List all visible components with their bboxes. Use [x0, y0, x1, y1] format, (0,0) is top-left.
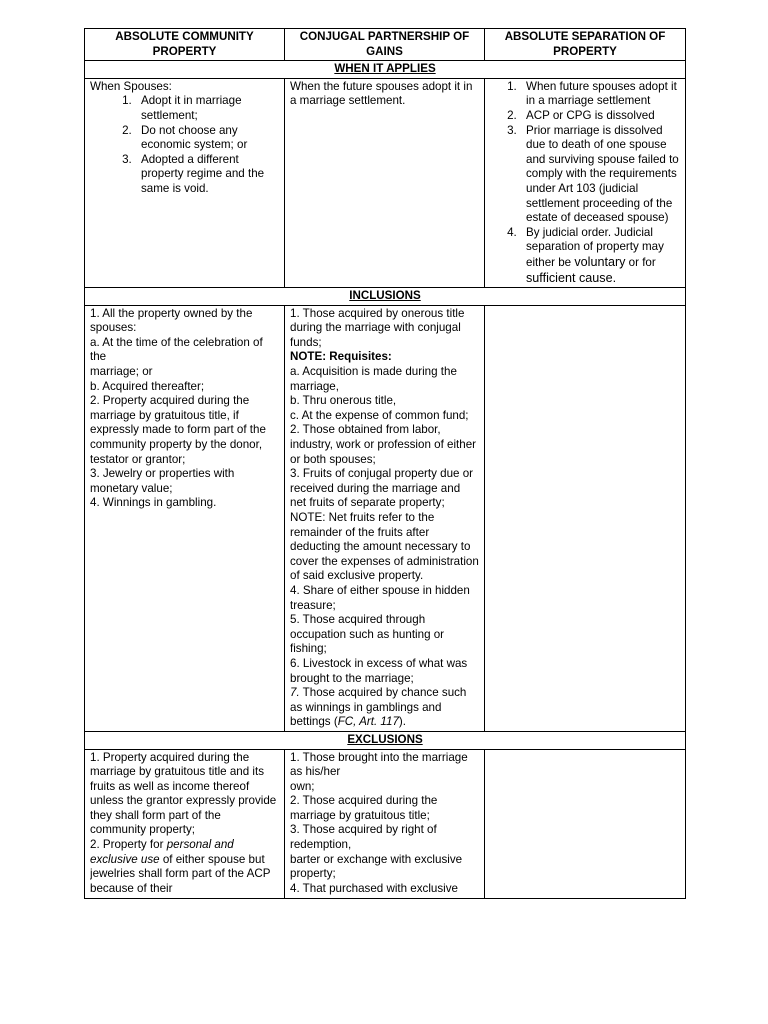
- inclusions-acp-line: 2. Property acquired during the marriage by gratuitous title, if expressly made to form part of the community property by the donor, testator or grantor;: [90, 394, 266, 466]
- asp-item4-text: By judicial order. Judicial separation of property may either be: [526, 225, 664, 269]
- inclusions-cpg-line: 6. Livestock in excess of what was brought to the marriage;: [290, 656, 468, 685]
- item7-text: Those acquired by chance such as winnings in gamblings and bettings (: [290, 686, 467, 729]
- inclusions-cpg-line: 2. Those obtained from labor, industry, work or profession of either or both spouses;: [290, 423, 477, 466]
- item2-rest: of either spouse but jewelries shall form part of the ACP because of their: [90, 852, 271, 895]
- applies-acp-intro: When Spouses:: [90, 79, 172, 93]
- list-item: 3. Prior marriage is dissolved due to death of one spouse and surviving spouse failed to comply with the requirements under Art 103 (judicial settlement proceeding of the estate of deceased spouse): [520, 124, 680, 226]
- header-acp: ABSOLUTE COMMUNITY PROPERTY: [85, 29, 285, 61]
- inclusions-acp-line: a. At the time of the celebration of the: [90, 335, 263, 364]
- item2-emphasis: personal and exclusive use: [90, 838, 234, 866]
- inclusions-cpg-line: 5. Those acquired through occupation such as hunting or fishing;: [290, 613, 445, 656]
- inclusions-cpg-line: a. Acquisition is made during the marriage,: [290, 365, 457, 393]
- section-title-applies: [85, 61, 686, 79]
- section-label-exclusions: EXCLUSIONS: [347, 732, 423, 746]
- list-item: [520, 226, 680, 286]
- applies-cpg-cell: [285, 78, 485, 287]
- section-title-exclusions: [85, 731, 686, 749]
- list-item: 2. ACP or CPG is dissolved: [520, 109, 680, 124]
- exclusions-acp-cell: [85, 749, 285, 898]
- section-row-exclusions: [85, 731, 686, 749]
- applies-asp-cell: [485, 78, 686, 287]
- asp-item4-or: or for: [625, 255, 656, 269]
- item7-citation: FC, Art. 117: [337, 715, 399, 729]
- exclusions-asp-cell: [485, 749, 686, 898]
- header-row: [85, 29, 686, 61]
- comparison-table: [84, 28, 686, 899]
- applies-asp-list: [490, 80, 680, 286]
- section-label-inclusions: INCLUSIONS: [349, 289, 421, 303]
- exclusions-acp-item2: [90, 838, 279, 896]
- inclusions-acp-line: 3. Jewelry or properties with monetary value;: [90, 467, 235, 495]
- inclusions-cpg-note: NOTE: Requisites:: [290, 350, 392, 364]
- asp-item4-voluntary: voluntary: [574, 254, 626, 269]
- exclusions-acp-content: [90, 751, 279, 897]
- inclusions-asp-cell: [485, 305, 686, 731]
- applies-acp-cell: [85, 78, 285, 287]
- inclusions-cpg-note: NOTE: Net fruits refer to the remainder of the fruits after deducting the amount necessary to cover the expenses of administration of said exclusive property.: [290, 511, 479, 583]
- inclusions-cpg-line: 3. Fruits of conjugal property due or received during the marriage and net fruits of separate property;: [290, 467, 474, 510]
- inclusions-row: [85, 305, 686, 731]
- exclusions-cpg-line: own;: [290, 779, 315, 793]
- inclusions-acp-line: 1. All the property owned by the spouses:: [90, 306, 253, 335]
- inclusions-acp-cell: [85, 305, 285, 731]
- inclusions-acp-line: 4. Winnings in gambling.: [90, 496, 217, 510]
- item2-start: 2. Property for: [90, 838, 167, 852]
- list-item: 1. When future spouses adopt it in a marriage settlement: [520, 80, 680, 109]
- item7-number: 7.: [290, 686, 300, 700]
- header-cpg: CONJUGAL PARTNERSHIP OF GAINS: [285, 29, 485, 61]
- inclusions-cpg-line: c. At the expense of common fund;: [290, 408, 469, 422]
- inclusions-cpg-line: 1. Those acquired by onerous title during the marriage with conjugal funds;: [290, 306, 465, 349]
- asp-item4-cause: sufficient cause.: [526, 270, 617, 285]
- inclusions-cpg-cell: [285, 305, 485, 731]
- exclusions-cpg-line: 3. Those acquired by right of redemption,: [290, 823, 437, 852]
- section-label-applies: WHEN IT APPLIES: [334, 62, 436, 76]
- inclusions-cpg-line: b. Thru onerous title,: [290, 394, 397, 408]
- section-row-inclusions: [85, 288, 686, 306]
- exclusions-cpg-line: barter or exchange with exclusive property;: [290, 852, 463, 881]
- exclusions-cpg-line: 1. Those brought into the marriage as his/her: [290, 750, 468, 779]
- exclusions-row: [85, 749, 686, 898]
- section-title-inclusions: [85, 288, 686, 306]
- list-item: 1. Adopt it in marriage settlement;: [135, 94, 279, 123]
- section-row-applies: [85, 61, 686, 79]
- inclusions-acp-line: marriage; or: [90, 365, 153, 379]
- exclusions-cpg-line: 2. Those acquired during the marriage by gratuitous title;: [290, 794, 438, 822]
- list-item: 2. Do not choose any economic system; or: [135, 124, 279, 153]
- header-asp: ABSOLUTE SEPARATION OF PROPERTY: [485, 29, 686, 61]
- applies-acp-list: [90, 94, 279, 196]
- inclusions-cpg-item7: [290, 686, 479, 730]
- applies-cpg-text: When the future spouses adopt it in a marriage settlement.: [290, 79, 473, 108]
- item7-end: ).: [398, 715, 407, 729]
- exclusions-acp-item1: 1. Property acquired during the marriage by gratuitous title and its fruits as well as income thereof unless the grantor expressly provide they shall form part of the community property;: [90, 750, 277, 837]
- applies-row: [85, 78, 686, 287]
- exclusions-cpg-content: [290, 751, 479, 897]
- exclusions-cpg-line: 4. That purchased with exclusive: [290, 881, 458, 895]
- list-item: 3. Adopted a different property regime and the same is void.: [135, 153, 279, 197]
- inclusions-cpg-line: 4. Share of either spouse in hidden treasure;: [290, 583, 470, 612]
- inclusions-acp-line: b. Acquired thereafter;: [90, 379, 205, 393]
- exclusions-cpg-cell: [285, 749, 485, 898]
